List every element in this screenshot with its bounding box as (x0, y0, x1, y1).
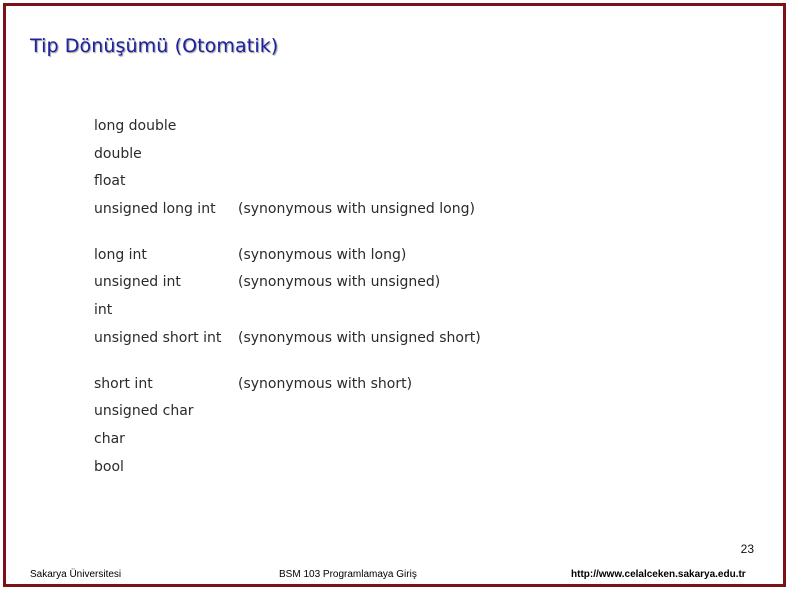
type-synonym-note: (synonymous with unsigned short) (238, 330, 481, 346)
type-name: unsigned long int (94, 201, 216, 217)
page-number: 23 (740, 542, 754, 556)
type-name: unsigned int (94, 274, 181, 290)
footer-university: Sakarya Üniversitesi (30, 569, 122, 580)
type-name: float (94, 173, 126, 189)
type-synonym-note: (synonymous with short) (238, 376, 413, 392)
type-name: bool (94, 459, 124, 475)
type-name: char (94, 431, 125, 447)
type-name: long double (94, 118, 177, 134)
footer-course: BSM 103 Programlamaya Giriş (279, 569, 417, 580)
type-name: long int (94, 247, 147, 263)
type-synonym-note: (synonymous with unsigned) (238, 274, 441, 290)
type-name: int (94, 302, 113, 318)
type-name: short int (94, 376, 153, 392)
type-name: unsigned short int (94, 330, 222, 346)
type-name: unsigned char (94, 403, 194, 419)
type-synonym-note: (synonymous with unsigned long) (238, 201, 475, 217)
type-name: double (94, 146, 142, 162)
type-synonym-note: (synonymous with long) (238, 247, 407, 263)
slide-title: Tip Dönüşümü (Otomatik) (30, 35, 279, 57)
footer-url: http://www.celalceken.sakarya.edu.tr (571, 569, 746, 580)
